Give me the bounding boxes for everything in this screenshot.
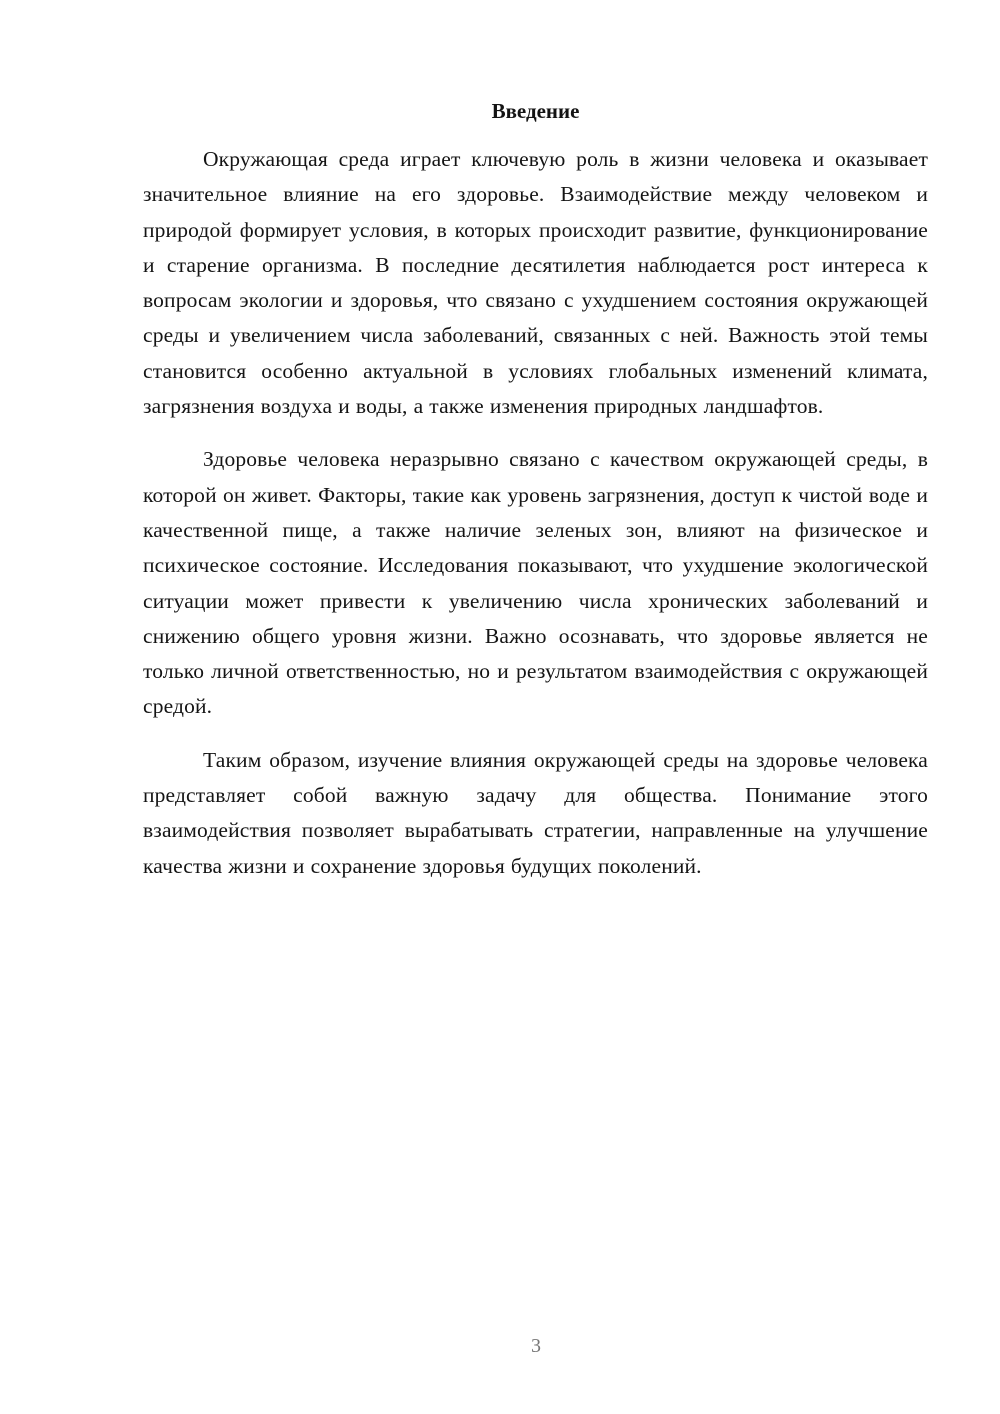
- document-body: [143, 96, 928, 884]
- paragraph-1: Окружающая среда играет ключевую роль в жизни человека и оказывает значительное влияние на его здоровье. Взаимодействие между человеком и природой формирует условия, в которых происходит развитие, функционирование и старение организма. В последние десятилетия наблюдается рост интереса к вопросам экологии и здоровья, что связано с ухудшением состояния окружающей среды и увеличением числа заболеваний, связанных с ней. Важность этой темы становится особенно актуальной в условиях глобальных изменений климата, загрязнения воздуха и воды, а также изменения природных ландшафтов.: [143, 147, 928, 419]
- page-number: 3: [531, 1335, 541, 1357]
- section-heading: Введение: [491, 99, 580, 123]
- paragraph-2: Здоровье человека неразрывно связано с качеством окружающей среды, в которой он живет. Факторы, такие как уровень загрязнения, доступ к чистой воде и качественной пище, а также наличие зеленых зон, влияют на физическое и психическое состояние. Исследования показывают, что ухудшение экологической ситуации может привести к увеличению числа хронических заболеваний и снижению общего уровня жизни. Важно осознавать, что здоровье является не только личной ответственностью, но и результатом взаимодействия с окружающей средой.: [143, 447, 928, 719]
- paragraph-3: Таким образом, изучение влияния окружающей среды на здоровье человека представляет собой важную задачу для общества. Понимание этого взаимодействия позволяет вырабатывать стратегии, направленные на улучшение качества жизни и сохранение здоровья будущих поколений.: [143, 747, 928, 878]
